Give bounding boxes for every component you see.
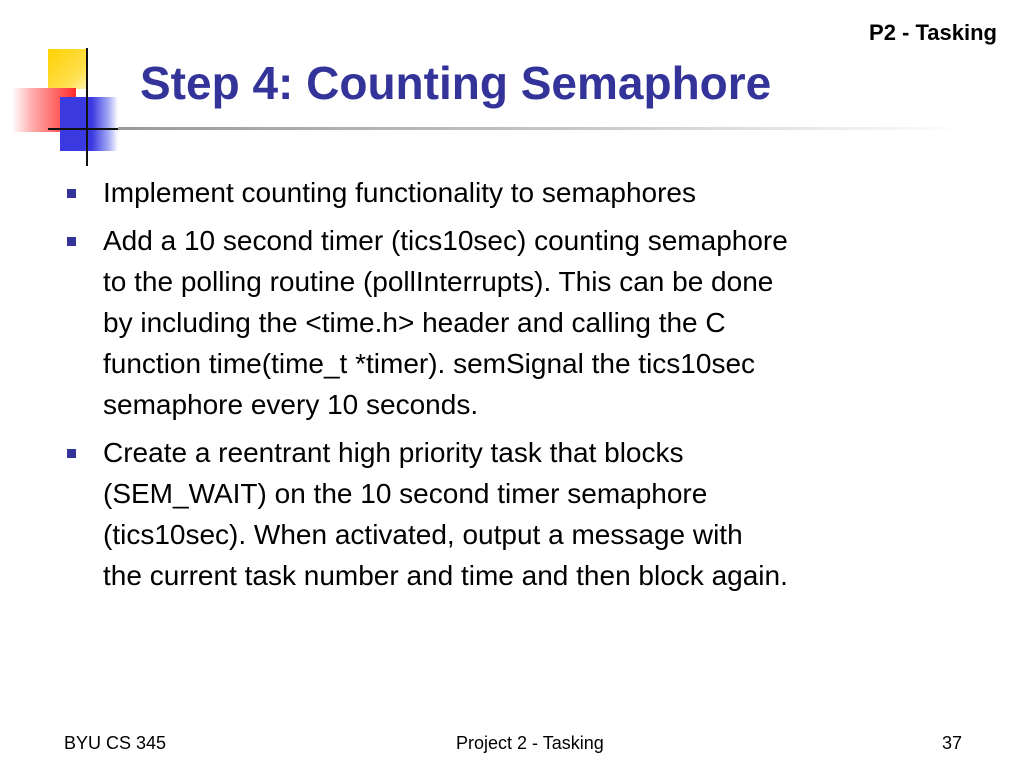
square-bullet-icon bbox=[67, 189, 76, 198]
bullet-text: Create a reentrant high priority task that blocks (SEM_WAIT) on the 10 second timer semaphore (tics10sec). When activated, output a message with the current task number and time and then block again. bbox=[103, 437, 788, 591]
footer-page-number: 37 bbox=[941, 733, 962, 753]
slide-template-logo bbox=[0, 0, 140, 170]
title-underline bbox=[118, 127, 968, 130]
bullet-item bbox=[64, 432, 964, 596]
bullet-item bbox=[64, 220, 964, 425]
footer-course: BYU CS 345 bbox=[64, 733, 167, 753]
logo-blue-square bbox=[60, 97, 118, 151]
bullet-text: Add a 10 second timer (tics10sec) counting semaphore to the polling routine (pollInterrupts). This can be done by including the <time.h> header and calling the C function time(time_t *timer). semSignal the tics10sec semaphore every 10 seconds. bbox=[103, 225, 788, 420]
footer-title: Project 2 - Tasking bbox=[456, 733, 604, 753]
slide-header-tag: P2 - Tasking bbox=[869, 20, 997, 45]
bullet-item bbox=[64, 172, 964, 213]
square-bullet-icon bbox=[67, 449, 76, 458]
bullet-text: Implement counting functionality to semaphores bbox=[103, 177, 696, 208]
slide-title: Step 4: Counting Semaphore bbox=[140, 57, 772, 109]
bullet-list bbox=[64, 172, 964, 603]
logo-yellow-square bbox=[48, 49, 88, 89]
square-bullet-icon bbox=[67, 237, 76, 246]
logo-vertical-line bbox=[86, 48, 88, 166]
